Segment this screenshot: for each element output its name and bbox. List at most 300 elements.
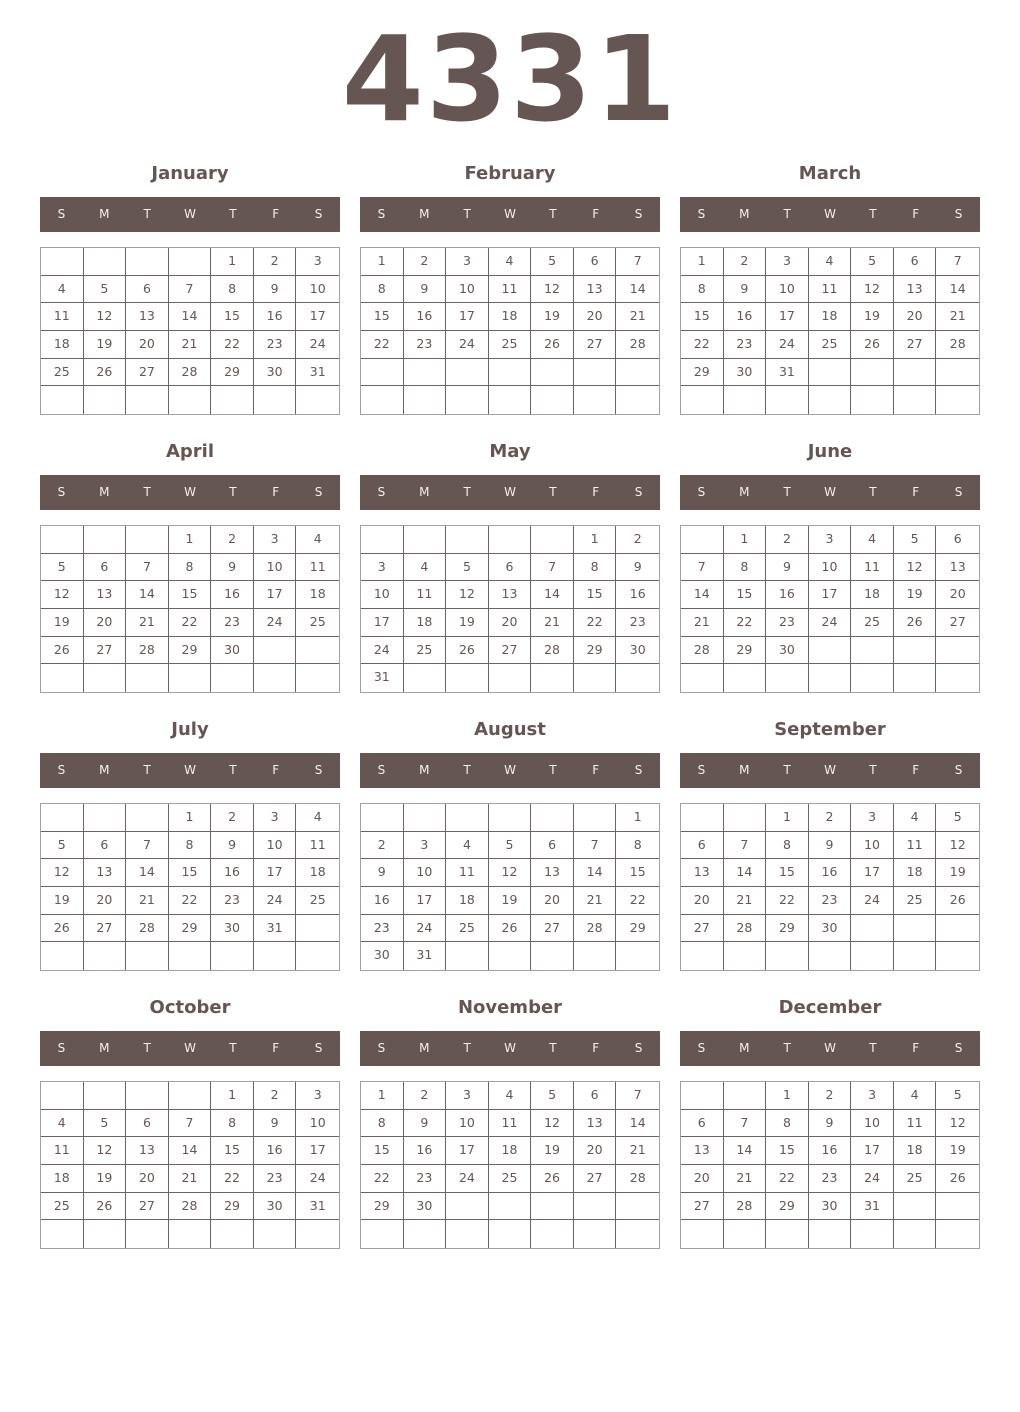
day-cell: 6 <box>531 832 574 860</box>
day-cell: 21 <box>169 331 212 359</box>
empty-day-cell <box>681 664 724 692</box>
day-cell: 6 <box>84 554 127 582</box>
weekday-label: W <box>504 1041 516 1055</box>
weekday-label: T <box>783 763 791 777</box>
day-cell: 21 <box>616 303 659 331</box>
day-cell: 1 <box>169 804 212 832</box>
empty-day-cell <box>211 664 254 692</box>
day-cell: 3 <box>296 248 339 276</box>
empty-day-cell <box>169 1220 212 1248</box>
empty-day-cell <box>446 664 489 692</box>
day-cell: 19 <box>851 303 894 331</box>
month-title: September <box>774 719 886 740</box>
day-cell: 2 <box>616 526 659 554</box>
empty-day-cell <box>681 942 724 970</box>
day-cell: 31 <box>766 359 809 387</box>
weekday-label: F <box>272 485 280 499</box>
day-cell: 21 <box>169 1165 212 1193</box>
weekday-header <box>360 475 660 510</box>
weekday-header <box>40 1031 340 1066</box>
day-cell: 25 <box>41 359 84 387</box>
empty-day-cell <box>851 942 894 970</box>
weekday-label: W <box>184 207 196 221</box>
day-cell: 30 <box>766 637 809 665</box>
day-cell: 8 <box>681 276 724 304</box>
weekday-header <box>680 475 980 510</box>
empty-day-cell <box>894 386 937 414</box>
day-cell: 26 <box>851 331 894 359</box>
day-cell: 9 <box>254 276 297 304</box>
day-cell: 17 <box>766 303 809 331</box>
weekday-label: T <box>549 207 557 221</box>
day-cell: 22 <box>169 609 212 637</box>
day-cell: 8 <box>211 276 254 304</box>
day-cell: 2 <box>211 804 254 832</box>
day-cell: 18 <box>296 581 339 609</box>
empty-day-cell <box>724 664 767 692</box>
day-cell: 14 <box>126 859 169 887</box>
day-cell: 29 <box>169 637 212 665</box>
weekday-label: W <box>504 485 516 499</box>
day-cell: 10 <box>766 276 809 304</box>
day-cell: 27 <box>126 1193 169 1221</box>
day-cell: 9 <box>211 554 254 582</box>
day-cell: 5 <box>936 804 979 832</box>
day-cell: 2 <box>254 248 297 276</box>
day-grid <box>360 803 660 971</box>
weekday-header <box>360 197 660 232</box>
day-cell: 29 <box>616 915 659 943</box>
day-cell: 14 <box>681 581 724 609</box>
empty-day-cell <box>809 386 852 414</box>
empty-day-cell <box>766 386 809 414</box>
empty-day-cell <box>41 386 84 414</box>
day-cell: 10 <box>254 554 297 582</box>
day-cell: 10 <box>296 1110 339 1138</box>
day-cell: 16 <box>254 1137 297 1165</box>
empty-day-cell <box>169 942 212 970</box>
weekday-label: T <box>463 207 471 221</box>
day-cell: 18 <box>296 859 339 887</box>
day-cell: 6 <box>936 526 979 554</box>
empty-day-cell <box>126 526 169 554</box>
weekday-label: T <box>549 1041 557 1055</box>
day-cell: 2 <box>404 248 447 276</box>
weekday-label: M <box>419 1041 430 1055</box>
day-cell: 3 <box>851 1082 894 1110</box>
day-cell: 30 <box>616 637 659 665</box>
day-cell: 20 <box>681 887 724 915</box>
empty-day-cell <box>531 386 574 414</box>
day-cell: 24 <box>254 609 297 637</box>
weekday-label: F <box>592 485 600 499</box>
day-cell: 26 <box>41 637 84 665</box>
empty-day-cell <box>809 1220 852 1248</box>
day-cell: 10 <box>446 1110 489 1138</box>
day-cell: 13 <box>681 859 724 887</box>
day-cell: 8 <box>361 1110 404 1138</box>
empty-day-cell <box>126 804 169 832</box>
day-cell: 17 <box>404 887 447 915</box>
day-cell: 4 <box>41 1110 84 1138</box>
day-cell: 26 <box>489 915 532 943</box>
day-cell: 2 <box>809 804 852 832</box>
weekday-label: T <box>549 763 557 777</box>
empty-day-cell <box>84 942 127 970</box>
day-cell: 25 <box>894 1165 937 1193</box>
empty-day-cell <box>809 664 852 692</box>
weekday-label: S <box>634 485 643 499</box>
weekday-label: T <box>463 1041 471 1055</box>
day-cell: 19 <box>84 1165 127 1193</box>
day-cell: 13 <box>489 581 532 609</box>
day-cell: 24 <box>446 1165 489 1193</box>
empty-day-cell <box>211 1220 254 1248</box>
empty-day-cell <box>361 359 404 387</box>
day-cell: 8 <box>616 832 659 860</box>
empty-day-cell <box>446 1220 489 1248</box>
day-cell: 26 <box>84 1193 127 1221</box>
day-cell: 10 <box>446 276 489 304</box>
day-cell: 18 <box>851 581 894 609</box>
day-cell: 14 <box>616 276 659 304</box>
empty-day-cell <box>531 1220 574 1248</box>
empty-day-cell <box>681 386 724 414</box>
day-cell: 11 <box>489 1110 532 1138</box>
day-cell: 30 <box>254 1193 297 1221</box>
day-cell: 24 <box>446 331 489 359</box>
day-cell: 31 <box>296 359 339 387</box>
day-cell: 27 <box>894 331 937 359</box>
day-cell: 28 <box>724 915 767 943</box>
day-cell: 5 <box>531 248 574 276</box>
day-cell: 13 <box>936 554 979 582</box>
day-cell: 12 <box>531 276 574 304</box>
day-cell: 28 <box>936 331 979 359</box>
day-cell: 25 <box>296 887 339 915</box>
day-cell: 28 <box>574 915 617 943</box>
day-cell: 7 <box>169 276 212 304</box>
day-cell: 13 <box>84 859 127 887</box>
day-cell: 16 <box>211 581 254 609</box>
empty-day-cell <box>84 804 127 832</box>
empty-day-cell <box>489 1193 532 1221</box>
empty-day-cell <box>446 386 489 414</box>
day-cell: 3 <box>766 248 809 276</box>
day-cell: 18 <box>41 331 84 359</box>
day-grid <box>360 247 660 415</box>
weekday-label: F <box>272 763 280 777</box>
day-cell: 31 <box>404 942 447 970</box>
day-cell: 26 <box>531 1165 574 1193</box>
day-cell: 8 <box>211 1110 254 1138</box>
day-cell: 15 <box>616 859 659 887</box>
empty-day-cell <box>126 942 169 970</box>
day-cell: 25 <box>851 609 894 637</box>
weekday-label: T <box>229 485 237 499</box>
day-cell: 1 <box>681 248 724 276</box>
day-cell: 7 <box>681 554 724 582</box>
weekday-label: M <box>99 1041 110 1055</box>
day-cell: 1 <box>361 248 404 276</box>
day-cell: 15 <box>361 303 404 331</box>
day-cell: 30 <box>809 1193 852 1221</box>
empty-day-cell <box>531 1193 574 1221</box>
empty-day-cell <box>724 1082 767 1110</box>
weekday-label: M <box>419 485 430 499</box>
day-cell: 1 <box>574 526 617 554</box>
day-cell: 3 <box>361 554 404 582</box>
empty-day-cell <box>531 664 574 692</box>
day-cell: 5 <box>84 1110 127 1138</box>
empty-day-cell <box>211 386 254 414</box>
day-cell: 12 <box>41 859 84 887</box>
weekday-label: T <box>869 207 877 221</box>
month-title: August <box>474 719 546 740</box>
day-cell: 12 <box>84 303 127 331</box>
day-cell: 19 <box>936 1137 979 1165</box>
day-cell: 18 <box>446 887 489 915</box>
weekday-header <box>40 753 340 788</box>
empty-day-cell <box>446 1193 489 1221</box>
year-title: 4331 <box>341 10 679 148</box>
day-cell: 2 <box>361 832 404 860</box>
weekday-label: S <box>314 207 323 221</box>
day-cell: 28 <box>126 637 169 665</box>
day-cell: 22 <box>211 1165 254 1193</box>
empty-day-cell <box>211 942 254 970</box>
day-cell: 1 <box>766 804 809 832</box>
day-cell: 29 <box>574 637 617 665</box>
month-title: February <box>464 163 556 184</box>
day-cell: 10 <box>851 832 894 860</box>
empty-day-cell <box>41 248 84 276</box>
day-cell: 1 <box>211 248 254 276</box>
day-cell: 28 <box>681 637 724 665</box>
empty-day-cell <box>446 942 489 970</box>
empty-day-cell <box>616 359 659 387</box>
day-cell: 21 <box>724 887 767 915</box>
weekday-label: M <box>739 207 750 221</box>
day-cell: 26 <box>41 915 84 943</box>
day-cell: 6 <box>574 1082 617 1110</box>
weekday-label: S <box>57 207 66 221</box>
day-cell: 6 <box>489 554 532 582</box>
day-cell: 30 <box>724 359 767 387</box>
weekday-label: S <box>697 763 706 777</box>
day-cell: 8 <box>574 554 617 582</box>
month-title: April <box>165 441 215 462</box>
day-cell: 9 <box>724 276 767 304</box>
weekday-label: S <box>377 485 386 499</box>
day-cell: 16 <box>809 1137 852 1165</box>
day-cell: 21 <box>574 887 617 915</box>
empty-day-cell <box>254 942 297 970</box>
day-cell: 17 <box>446 1137 489 1165</box>
day-cell: 22 <box>211 331 254 359</box>
weekday-label: W <box>824 763 836 777</box>
day-cell: 12 <box>851 276 894 304</box>
day-cell: 8 <box>169 554 212 582</box>
day-cell: 21 <box>616 1137 659 1165</box>
day-cell: 22 <box>766 1165 809 1193</box>
day-cell: 6 <box>894 248 937 276</box>
weekday-label: T <box>229 763 237 777</box>
day-cell: 16 <box>616 581 659 609</box>
day-cell: 16 <box>404 1137 447 1165</box>
day-cell: 20 <box>681 1165 724 1193</box>
day-cell: 5 <box>531 1082 574 1110</box>
weekday-label: S <box>634 763 643 777</box>
empty-day-cell <box>766 1220 809 1248</box>
day-cell: 25 <box>489 331 532 359</box>
empty-day-cell <box>724 942 767 970</box>
day-cell: 12 <box>84 1137 127 1165</box>
weekday-label: T <box>143 1041 151 1055</box>
day-cell: 7 <box>126 832 169 860</box>
weekday-label: M <box>419 207 430 221</box>
month-title: May <box>489 441 531 462</box>
empty-day-cell <box>126 386 169 414</box>
day-cell: 21 <box>936 303 979 331</box>
day-cell: 10 <box>361 581 404 609</box>
weekday-label: S <box>634 207 643 221</box>
weekday-label: M <box>99 207 110 221</box>
day-cell: 4 <box>894 804 937 832</box>
day-cell: 7 <box>936 248 979 276</box>
day-cell: 24 <box>851 1165 894 1193</box>
day-cell: 17 <box>254 581 297 609</box>
day-cell: 6 <box>84 832 127 860</box>
weekday-label: S <box>634 1041 643 1055</box>
day-cell: 8 <box>766 1110 809 1138</box>
empty-day-cell <box>361 386 404 414</box>
day-cell: 22 <box>361 1165 404 1193</box>
day-cell: 16 <box>404 303 447 331</box>
day-cell: 12 <box>531 1110 574 1138</box>
empty-day-cell <box>126 248 169 276</box>
day-cell: 30 <box>809 915 852 943</box>
empty-day-cell <box>84 526 127 554</box>
weekday-label: W <box>824 1041 836 1055</box>
day-cell: 24 <box>766 331 809 359</box>
weekday-label: S <box>377 1041 386 1055</box>
empty-day-cell <box>361 804 404 832</box>
empty-day-cell <box>126 1082 169 1110</box>
empty-day-cell <box>681 1082 724 1110</box>
day-cell: 23 <box>724 331 767 359</box>
weekday-label: F <box>272 1041 280 1055</box>
empty-day-cell <box>851 386 894 414</box>
day-cell: 14 <box>169 303 212 331</box>
day-cell: 12 <box>41 581 84 609</box>
empty-day-cell <box>169 386 212 414</box>
weekday-label: T <box>783 207 791 221</box>
day-cell: 25 <box>404 637 447 665</box>
day-cell: 30 <box>404 1193 447 1221</box>
day-cell: 16 <box>724 303 767 331</box>
empty-day-cell <box>361 526 404 554</box>
day-cell: 15 <box>574 581 617 609</box>
day-cell: 2 <box>404 1082 447 1110</box>
month-title: March <box>798 163 862 184</box>
weekday-label: S <box>954 763 963 777</box>
empty-day-cell <box>41 526 84 554</box>
empty-day-cell <box>296 637 339 665</box>
day-cell: 13 <box>681 1137 724 1165</box>
day-cell: 3 <box>254 526 297 554</box>
empty-day-cell <box>574 359 617 387</box>
weekday-label: W <box>824 207 836 221</box>
empty-day-cell <box>616 942 659 970</box>
day-cell: 16 <box>766 581 809 609</box>
weekday-label: T <box>229 207 237 221</box>
empty-day-cell <box>936 942 979 970</box>
day-cell: 18 <box>894 1137 937 1165</box>
day-cell: 13 <box>574 1110 617 1138</box>
empty-day-cell <box>894 1220 937 1248</box>
day-cell: 22 <box>361 331 404 359</box>
day-cell: 15 <box>169 581 212 609</box>
weekday-label: T <box>783 485 791 499</box>
day-cell: 2 <box>809 1082 852 1110</box>
day-cell: 11 <box>446 859 489 887</box>
day-cell: 12 <box>936 1110 979 1138</box>
day-cell: 28 <box>531 637 574 665</box>
day-cell: 5 <box>41 832 84 860</box>
day-cell: 27 <box>84 915 127 943</box>
day-cell: 23 <box>404 331 447 359</box>
day-cell: 1 <box>616 804 659 832</box>
weekday-label: F <box>912 1041 920 1055</box>
day-cell: 20 <box>126 1165 169 1193</box>
empty-day-cell <box>936 359 979 387</box>
weekday-header <box>680 753 980 788</box>
day-cell: 13 <box>126 1137 169 1165</box>
day-cell: 14 <box>126 581 169 609</box>
month-title: July <box>171 719 209 740</box>
day-cell: 2 <box>211 526 254 554</box>
day-cell: 23 <box>211 887 254 915</box>
day-cell: 27 <box>574 331 617 359</box>
empty-day-cell <box>531 526 574 554</box>
weekday-label: W <box>184 1041 196 1055</box>
empty-day-cell <box>489 942 532 970</box>
day-cell: 9 <box>809 1110 852 1138</box>
day-cell: 4 <box>809 248 852 276</box>
day-cell: 26 <box>84 359 127 387</box>
empty-day-cell <box>894 664 937 692</box>
day-cell: 25 <box>894 887 937 915</box>
empty-day-cell <box>489 526 532 554</box>
empty-day-cell <box>41 664 84 692</box>
empty-day-cell <box>489 664 532 692</box>
empty-day-cell <box>41 942 84 970</box>
day-cell: 14 <box>616 1110 659 1138</box>
day-cell: 9 <box>404 276 447 304</box>
day-cell: 14 <box>574 859 617 887</box>
day-cell: 1 <box>211 1082 254 1110</box>
day-cell: 22 <box>574 609 617 637</box>
empty-day-cell <box>41 1082 84 1110</box>
day-cell: 22 <box>616 887 659 915</box>
empty-day-cell <box>489 359 532 387</box>
day-cell: 3 <box>404 832 447 860</box>
weekday-label: T <box>143 485 151 499</box>
empty-day-cell <box>254 637 297 665</box>
weekday-label: F <box>272 207 280 221</box>
day-cell: 21 <box>126 609 169 637</box>
